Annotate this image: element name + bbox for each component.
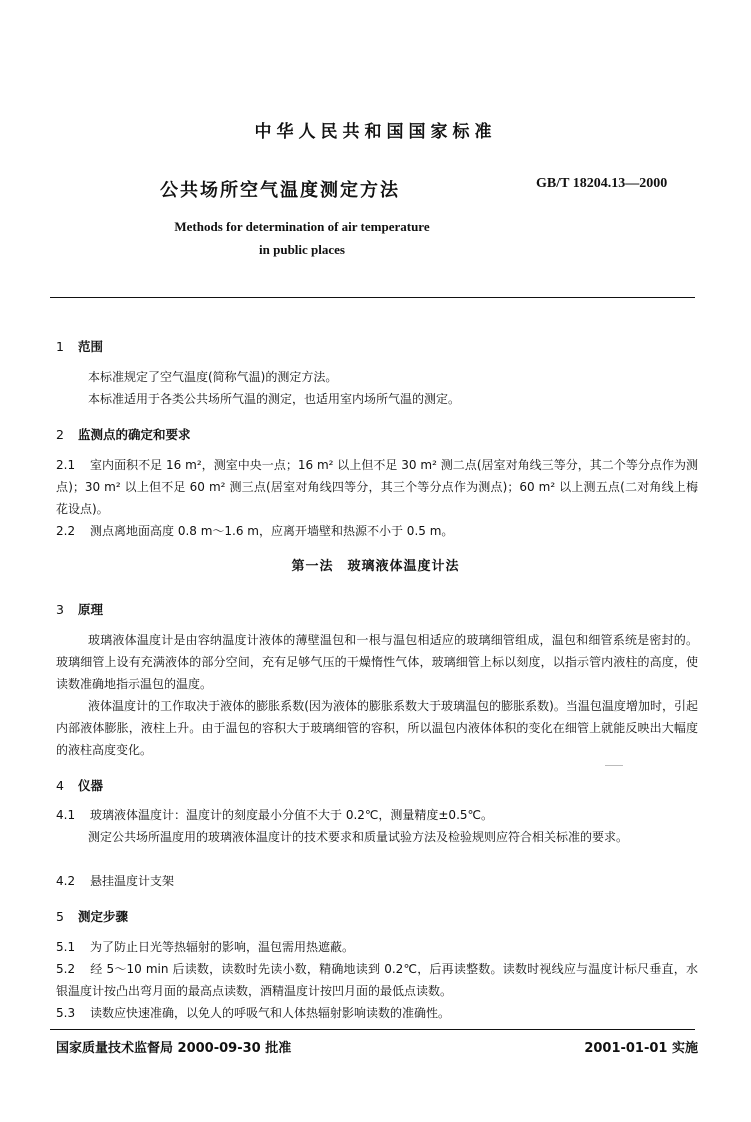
header-rule	[50, 297, 695, 298]
clause-5-3-text: 读数应快速准确，以免人的呼吸气和人体热辐射影响读数的准确性。	[90, 1006, 451, 1020]
section-1-para-2: 本标准适用于各类公共场所气温的测定，也适用室内场所气温的测定。	[88, 392, 461, 406]
section-2-heading	[56, 425, 191, 443]
clause-2-1	[56, 454, 698, 520]
section-5-number: 5	[56, 909, 64, 924]
section-3-para-1: 玻璃液体温度计是由容纳温度计液体的薄壁温包和一根与温包相适应的玻璃细管组成，温包和细管系统是密封的。玻璃细管上设有充满液体的部分空间，充有足够气压的干燥惰性气体，玻璃细管上标以刻度，以指示管内液柱的高度，使读数准确地指示温包的温度。	[56, 633, 698, 691]
clause-5-3	[56, 1002, 698, 1024]
footer	[56, 1037, 698, 1056]
clause-5-1	[56, 936, 698, 958]
clause-2-1-number: 2.1	[56, 458, 76, 472]
clause-4-2-text: 悬挂温度计支架	[90, 874, 175, 888]
clause-4-2-number: 4.2	[56, 874, 76, 888]
approval-date: 国家质量技术监督局 2000-09-30 批准	[56, 1041, 292, 1056]
section-1-para-1: 本标准规定了空气温度(简称气温)的测定方法。	[88, 370, 338, 384]
clause-4-1-text: 玻璃液体温度计：温度计的刻度最小分值不大于 0.2℃，测量精度±0.5℃。	[90, 808, 493, 822]
implementation-date: 2001-01-01 实施	[584, 1041, 698, 1056]
clause-2-2-number: 2.2	[56, 524, 76, 538]
section-3-para-2: 液体温度计的工作取决于液体的膨胀系数(因为液体的膨胀系数大于玻璃温包的膨胀系数)。当温包温度增加时，引起内部液体膨胀，液柱上升。由于温包的容积大于玻璃细管的容积，所以温包内液体体积的变化在细管上就能反映出大幅度的液柱高度变化。	[56, 699, 698, 757]
section-4-number: 4	[56, 778, 64, 793]
clause-5-2	[56, 958, 698, 1002]
footer-rule	[50, 1029, 695, 1030]
clause-5-3-number: 5.3	[56, 1006, 76, 1020]
clause-4-1-para-2: 测定公共场所温度用的玻璃液体温度计的技术要求和质量试验方法及检验规则应符合相关标准的要求。	[88, 830, 629, 844]
clause-2-2-text: 测点离地面高度 0.8 m～1.6 m，应离开墙壁和热源不小于 0.5 m。	[90, 524, 454, 538]
clause-5-2-number: 5.2	[56, 962, 76, 976]
section-4-title: 仪器	[78, 778, 104, 793]
section-5-heading	[56, 907, 128, 925]
clause-5-1-number: 5.1	[56, 940, 76, 954]
standard-number: GB/T 18204.13—2000	[536, 176, 668, 191]
section-1-heading	[56, 337, 103, 355]
clause-2-2	[56, 520, 698, 542]
clause-5-1-text: 为了防止日光等热辐射的影响，温包需用热遮蔽。	[90, 940, 355, 954]
standard-org-title: 中华人民共和国国家标准	[254, 122, 497, 142]
section-3-number: 3	[56, 602, 64, 617]
document-title-en-line1: Methods for determination of air temperature	[174, 219, 430, 234]
section-1-number: 1	[56, 339, 64, 354]
section-3-title: 原理	[78, 602, 104, 617]
stray-mark	[605, 765, 623, 766]
section-4-heading	[56, 776, 103, 794]
section-2-number: 2	[56, 427, 64, 442]
clause-5-2-text: 经 5～10 min 后读数，读数时先读小数，精确地读到 0.2℃，后再读整数。读数时视线应与温度计标尺垂直，水银温度计按凸出弯月面的最高点读数，酒精温度计按凹月面的最低点读数。	[56, 962, 698, 998]
section-3-heading	[56, 600, 103, 618]
clause-4-1	[56, 804, 698, 826]
section-2-title: 监测点的确定和要求	[78, 427, 191, 442]
document-title-cn: 公共场所空气温度测定方法	[160, 180, 400, 201]
clause-4-1-number: 4.1	[56, 808, 76, 822]
document-title-en-line2: in public places	[259, 242, 345, 257]
clause-4-2	[56, 870, 698, 892]
clause-2-1-text: 室内面积不足 16 m²，测室中央一点；16 m² 以上但不足 30 m² 测二点(居室对角线三等分，其二个等分点作为测点)；30 m² 以上但不足 60 m² 测三点(居室对角线四等分，其三个等分点作为测点)；60 m² 以上测五点(二对角线上梅花设点)。	[56, 458, 698, 516]
method-1-heading: 第一法 玻璃液体温度计法	[291, 559, 460, 574]
section-1-title: 范围	[78, 339, 104, 354]
section-5-title: 测定步骤	[78, 909, 129, 924]
